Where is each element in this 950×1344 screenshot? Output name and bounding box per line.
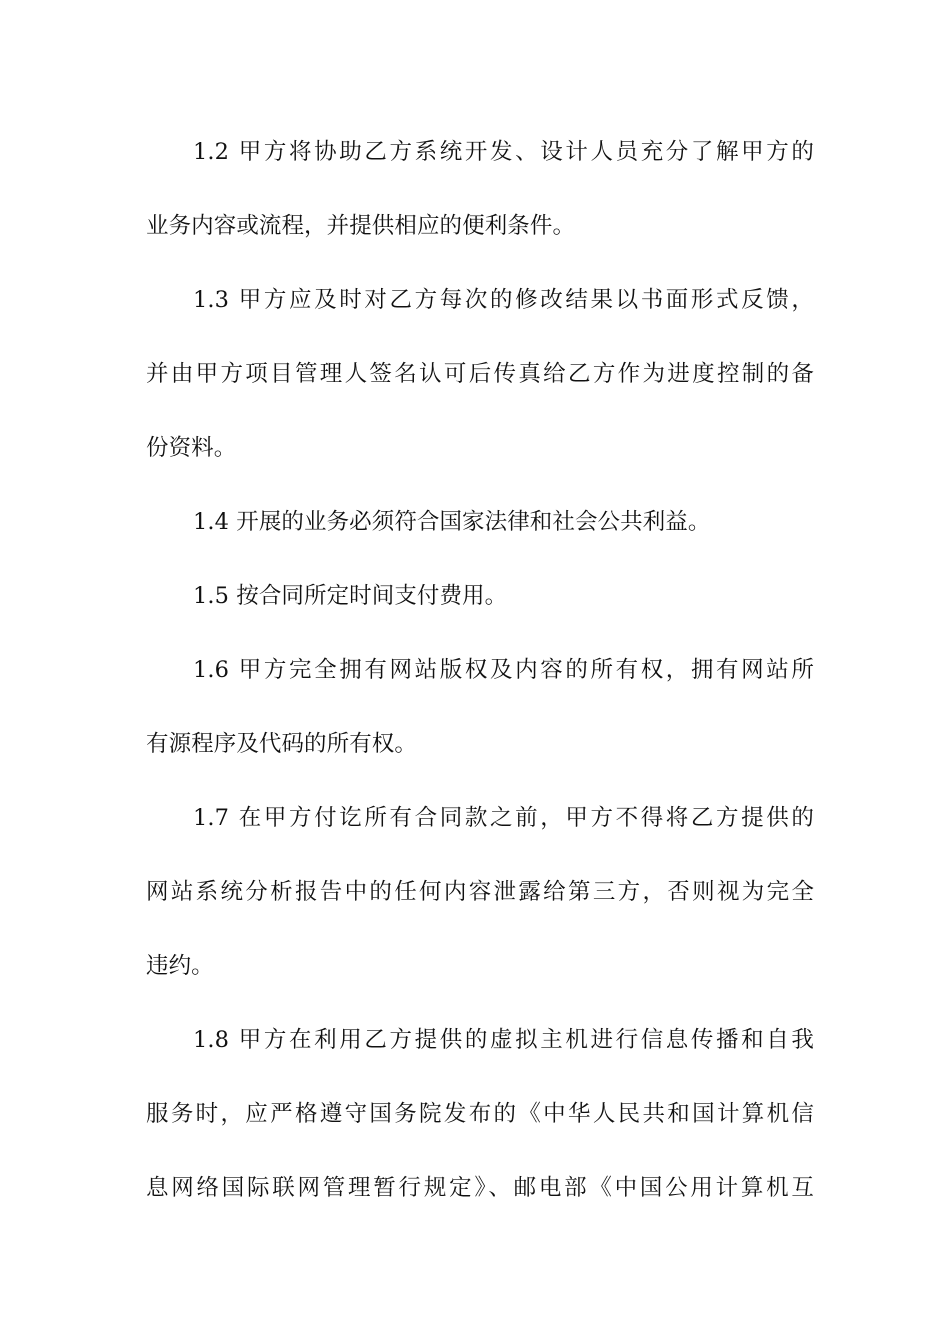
clause-1-7-line-3: 违约。: [146, 953, 214, 979]
clause-1-8-line-3: 息网络国际联网管理暂行规定》、邮电部《中国公用计算机互: [146, 1175, 814, 1201]
clause-1-2-line-2: 业务内容或流程，并提供相应的便利条件。: [146, 213, 576, 239]
clause-1-5-line-1: 1.5 按合同所定时间支付费用。: [193, 583, 508, 609]
clause-1-6-line-1: 1.6 甲方完全拥有网站版权及内容的所有权，拥有网站所: [193, 657, 814, 683]
clause-1-7-line-1: 1.7 在甲方付讫所有合同款之前，甲方不得将乙方提供的: [193, 805, 814, 831]
clause-1-3-line-1: 1.3 甲方应及时对乙方每次的修改结果以书面形式反馈，: [193, 287, 814, 313]
clause-1-3-line-2: 并由甲方项目管理人签名认可后传真给乙方作为进度控制的备: [146, 361, 814, 387]
clause-1-2-line-1: 1.2 甲方将协助乙方系统开发、设计人员充分了解甲方的: [193, 139, 814, 165]
clause-1-8-line-2: 服务时，应严格遵守国务院发布的《中华人民共和国计算机信: [146, 1101, 814, 1127]
clause-1-4-line-1: 1.4 开展的业务必须符合国家法律和社会公共利益。: [193, 509, 711, 535]
clause-1-6-line-2: 有源程序及代码的所有权。: [146, 731, 417, 757]
clause-1-3-line-3: 份资料。: [146, 435, 237, 461]
clause-1-8-line-1: 1.8 甲方在利用乙方提供的虚拟主机进行信息传播和自我: [193, 1027, 814, 1053]
clause-1-7-line-2: 网站系统分析报告中的任何内容泄露给第三方，否则视为完全: [146, 879, 814, 905]
body-text: [146, 126, 814, 1236]
